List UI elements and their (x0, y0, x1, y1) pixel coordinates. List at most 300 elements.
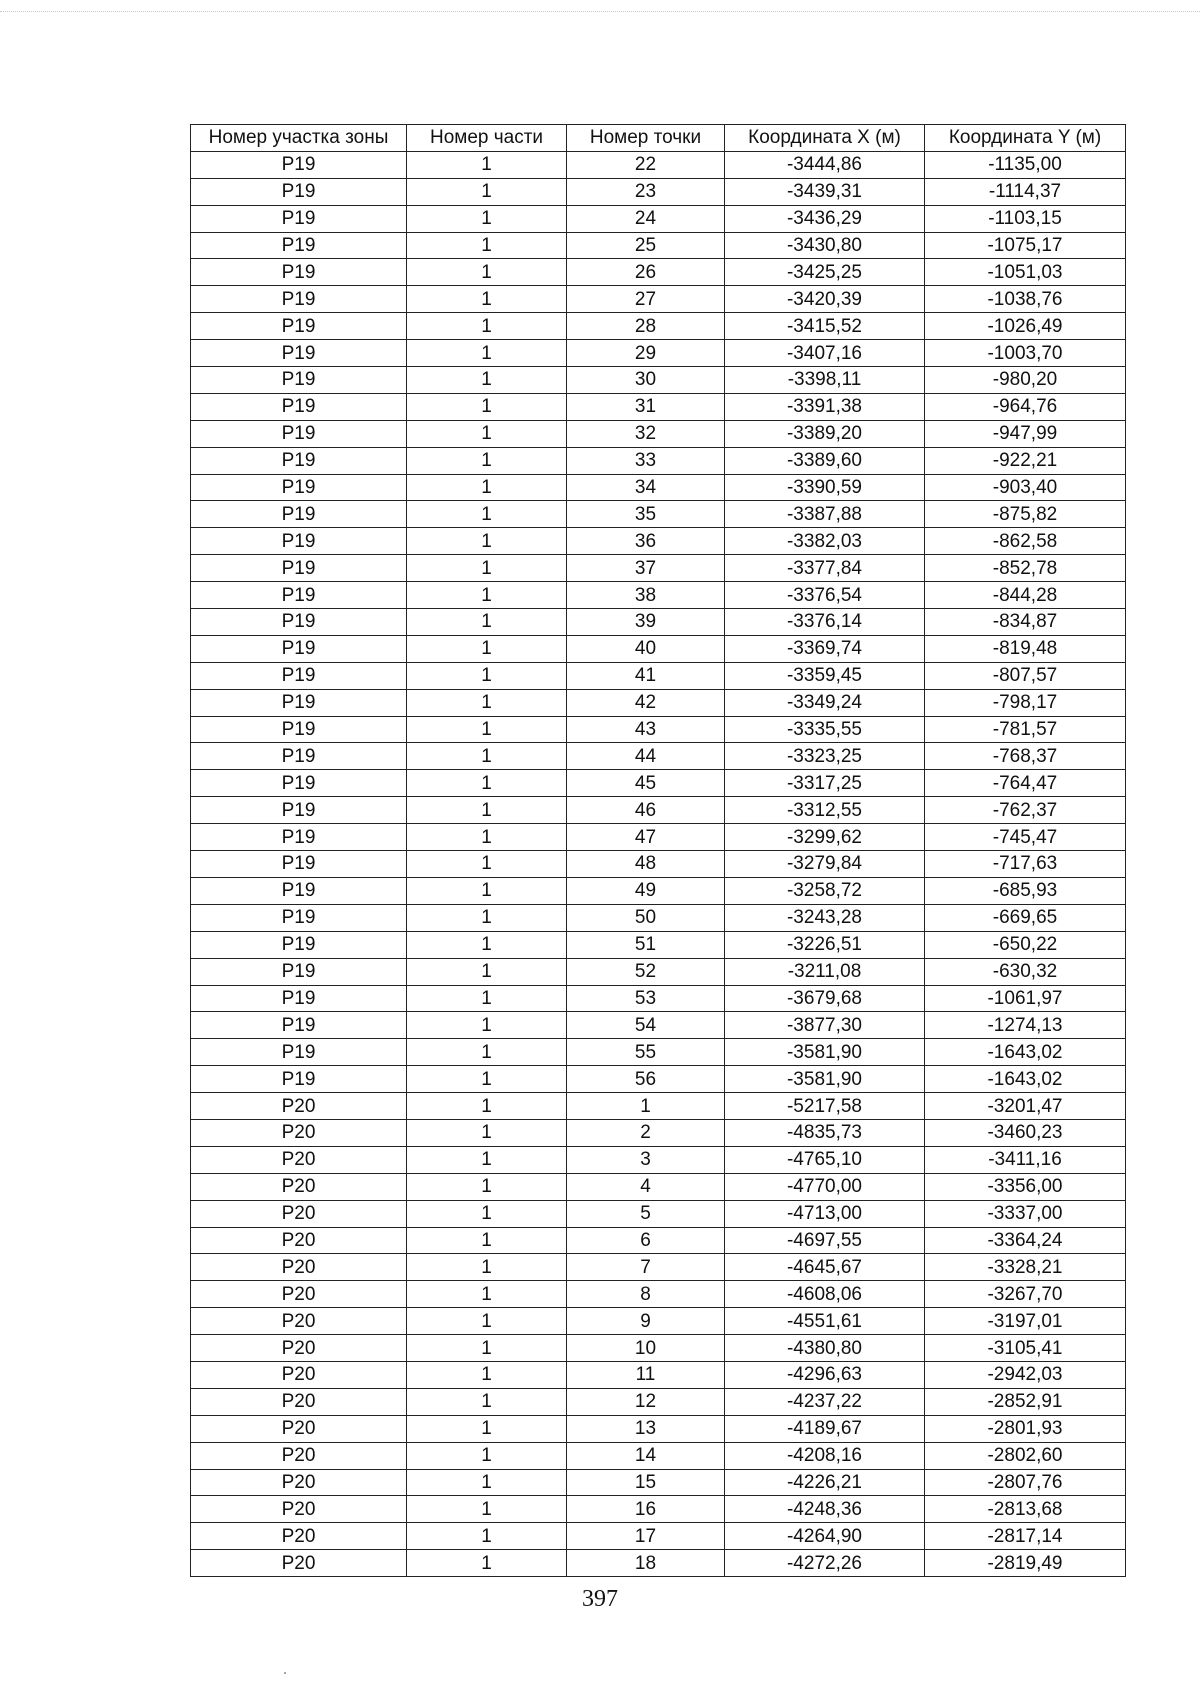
cell-point-number: 51 (567, 931, 725, 958)
cell-zone-section: Р19 (191, 528, 407, 555)
cell-point-number: 27 (567, 286, 725, 313)
cell-point-number: 12 (567, 1388, 725, 1415)
cell-coordinate-y: -2942,03 (925, 1361, 1126, 1388)
table-row (191, 286, 1126, 313)
cell-point-number: 52 (567, 958, 725, 985)
cell-zone-section: Р20 (191, 1523, 407, 1550)
cell-coordinate-y: -764,47 (925, 770, 1126, 797)
table-row (191, 1227, 1126, 1254)
cell-coordinate-x: -4208,16 (725, 1442, 925, 1469)
table-row (191, 1119, 1126, 1146)
table-row (191, 528, 1126, 555)
cell-coordinate-y: -1003,70 (925, 340, 1126, 367)
cell-zone-section: Р19 (191, 393, 407, 420)
cell-point-number: 24 (567, 205, 725, 232)
cell-coordinate-x: -3391,38 (725, 393, 925, 420)
cell-point-number: 38 (567, 582, 725, 609)
table-row (191, 367, 1126, 394)
cell-coordinate-y: -1114,37 (925, 178, 1126, 205)
table-row (191, 716, 1126, 743)
table-row (191, 662, 1126, 689)
table-row (191, 313, 1126, 340)
cell-part-number: 1 (407, 420, 567, 447)
cell-coordinate-y: -3337,00 (925, 1200, 1126, 1227)
cell-coordinate-y: -2807,76 (925, 1469, 1126, 1496)
cell-part-number: 1 (407, 528, 567, 555)
cell-coordinate-y: -834,87 (925, 609, 1126, 636)
table-row (191, 393, 1126, 420)
cell-zone-section: Р19 (191, 824, 407, 851)
scan-speck (284, 1672, 286, 1674)
cell-point-number: 56 (567, 1066, 725, 1093)
cell-zone-section: Р19 (191, 851, 407, 878)
cell-coordinate-x: -5217,58 (725, 1093, 925, 1120)
cell-part-number: 1 (407, 1388, 567, 1415)
cell-point-number: 1 (567, 1093, 725, 1120)
table-row (191, 1469, 1126, 1496)
cell-coordinate-y: -781,57 (925, 716, 1126, 743)
cell-coordinate-x: -3407,16 (725, 340, 925, 367)
cell-part-number: 1 (407, 770, 567, 797)
cell-zone-section: Р20 (191, 1281, 407, 1308)
cell-part-number: 1 (407, 689, 567, 716)
cell-point-number: 9 (567, 1308, 725, 1335)
cell-part-number: 1 (407, 1012, 567, 1039)
cell-point-number: 4 (567, 1173, 725, 1200)
header-part-number: Номер части (407, 125, 567, 152)
cell-part-number: 1 (407, 1173, 567, 1200)
table-row (191, 205, 1126, 232)
cell-coordinate-y: -3328,21 (925, 1254, 1126, 1281)
table-row (191, 1550, 1126, 1577)
table-row (191, 743, 1126, 770)
cell-coordinate-x: -3369,74 (725, 635, 925, 662)
cell-zone-section: Р19 (191, 931, 407, 958)
cell-zone-section: Р20 (191, 1496, 407, 1523)
cell-point-number: 33 (567, 447, 725, 474)
cell-zone-section: Р19 (191, 286, 407, 313)
cell-coordinate-x: -4765,10 (725, 1146, 925, 1173)
table-row (191, 1012, 1126, 1039)
cell-coordinate-y: -798,17 (925, 689, 1126, 716)
header-coordinate-y: Координата Y (м) (925, 125, 1126, 152)
cell-zone-section: Р20 (191, 1550, 407, 1577)
cell-coordinate-y: -1643,02 (925, 1039, 1126, 1066)
cell-coordinate-x: -3211,08 (725, 958, 925, 985)
cell-point-number: 7 (567, 1254, 725, 1281)
cell-coordinate-x: -4835,73 (725, 1119, 925, 1146)
cell-coordinate-x: -3581,90 (725, 1066, 925, 1093)
cell-part-number: 1 (407, 931, 567, 958)
cell-coordinate-y: -717,63 (925, 851, 1126, 878)
cell-zone-section: Р20 (191, 1146, 407, 1173)
cell-part-number: 1 (407, 1227, 567, 1254)
cell-point-number: 30 (567, 367, 725, 394)
table-row (191, 1335, 1126, 1362)
table-row (191, 1200, 1126, 1227)
cell-coordinate-x: -4380,80 (725, 1335, 925, 1362)
cell-coordinate-x: -4272,26 (725, 1550, 925, 1577)
cell-zone-section: Р19 (191, 609, 407, 636)
cell-point-number: 18 (567, 1550, 725, 1577)
cell-coordinate-x: -4770,00 (725, 1173, 925, 1200)
cell-part-number: 1 (407, 824, 567, 851)
cell-zone-section: Р20 (191, 1119, 407, 1146)
cell-part-number: 1 (407, 904, 567, 931)
table-row (191, 259, 1126, 286)
cell-coordinate-x: -3382,03 (725, 528, 925, 555)
cell-coordinate-y: -1038,76 (925, 286, 1126, 313)
cell-coordinate-y: -1643,02 (925, 1066, 1126, 1093)
cell-part-number: 1 (407, 1119, 567, 1146)
cell-coordinate-x: -4713,00 (725, 1200, 925, 1227)
cell-coordinate-x: -3376,14 (725, 609, 925, 636)
cell-coordinate-y: -2852,91 (925, 1388, 1126, 1415)
cell-coordinate-y: -1061,97 (925, 985, 1126, 1012)
cell-zone-section: Р19 (191, 877, 407, 904)
cell-part-number: 1 (407, 393, 567, 420)
table-row (191, 555, 1126, 582)
cell-part-number: 1 (407, 178, 567, 205)
cell-zone-section: Р19 (191, 178, 407, 205)
cell-part-number: 1 (407, 1361, 567, 1388)
cell-point-number: 29 (567, 340, 725, 367)
cell-point-number: 48 (567, 851, 725, 878)
cell-part-number: 1 (407, 582, 567, 609)
cell-zone-section: Р20 (191, 1361, 407, 1388)
cell-coordinate-y: -1103,15 (925, 205, 1126, 232)
cell-zone-section: Р19 (191, 420, 407, 447)
cell-part-number: 1 (407, 1093, 567, 1120)
cell-coordinate-x: -3387,88 (725, 501, 925, 528)
table-row (191, 1173, 1126, 1200)
cell-coordinate-x: -4551,61 (725, 1308, 925, 1335)
cell-coordinate-y: -685,93 (925, 877, 1126, 904)
cell-part-number: 1 (407, 716, 567, 743)
cell-part-number: 1 (407, 1146, 567, 1173)
cell-zone-section: Р19 (191, 716, 407, 743)
cell-part-number: 1 (407, 501, 567, 528)
cell-coordinate-x: -4608,06 (725, 1281, 925, 1308)
table-row (191, 824, 1126, 851)
cell-coordinate-x: -3679,68 (725, 985, 925, 1012)
header-coordinate-x: Координата X (м) (725, 125, 925, 152)
cell-zone-section: Р20 (191, 1335, 407, 1362)
cell-zone-section: Р19 (191, 151, 407, 178)
cell-coordinate-y: -964,76 (925, 393, 1126, 420)
cell-coordinate-x: -3377,84 (725, 555, 925, 582)
cell-coordinate-x: -4237,22 (725, 1388, 925, 1415)
cell-coordinate-x: -3390,59 (725, 474, 925, 501)
cell-point-number: 14 (567, 1442, 725, 1469)
cell-zone-section: Р20 (191, 1227, 407, 1254)
page-number: 397 (582, 1586, 618, 1612)
cell-part-number: 1 (407, 1254, 567, 1281)
cell-point-number: 13 (567, 1415, 725, 1442)
cell-part-number: 1 (407, 1308, 567, 1335)
cell-zone-section: Р20 (191, 1415, 407, 1442)
cell-coordinate-x: -3317,25 (725, 770, 925, 797)
cell-part-number: 1 (407, 1066, 567, 1093)
cell-coordinate-y: -2817,14 (925, 1523, 1126, 1550)
table-row (191, 958, 1126, 985)
cell-coordinate-x: -4645,67 (725, 1254, 925, 1281)
cell-zone-section: Р20 (191, 1200, 407, 1227)
cell-part-number: 1 (407, 877, 567, 904)
cell-point-number: 53 (567, 985, 725, 1012)
cell-zone-section: Р19 (191, 662, 407, 689)
cell-coordinate-y: -980,20 (925, 367, 1126, 394)
cell-coordinate-x: -4226,21 (725, 1469, 925, 1496)
table-row (191, 904, 1126, 931)
cell-coordinate-y: -807,57 (925, 662, 1126, 689)
cell-zone-section: Р19 (191, 367, 407, 394)
table-row (191, 447, 1126, 474)
table-row (191, 985, 1126, 1012)
cell-part-number: 1 (407, 1496, 567, 1523)
cell-part-number: 1 (407, 1281, 567, 1308)
cell-point-number: 46 (567, 797, 725, 824)
table-row (191, 1146, 1126, 1173)
cell-part-number: 1 (407, 151, 567, 178)
cell-part-number: 1 (407, 232, 567, 259)
cell-coordinate-y: -768,37 (925, 743, 1126, 770)
cell-point-number: 55 (567, 1039, 725, 1066)
cell-part-number: 1 (407, 1550, 567, 1577)
cell-coordinate-x: -3349,24 (725, 689, 925, 716)
table-row (191, 151, 1126, 178)
cell-coordinate-y: -3411,16 (925, 1146, 1126, 1173)
cell-coordinate-y: -3105,41 (925, 1335, 1126, 1362)
cell-point-number: 36 (567, 528, 725, 555)
cell-part-number: 1 (407, 797, 567, 824)
cell-point-number: 39 (567, 609, 725, 636)
cell-zone-section: Р19 (191, 1012, 407, 1039)
cell-zone-section: Р19 (191, 474, 407, 501)
cell-point-number: 32 (567, 420, 725, 447)
cell-part-number: 1 (407, 985, 567, 1012)
cell-point-number: 10 (567, 1335, 725, 1362)
cell-point-number: 34 (567, 474, 725, 501)
table-row (191, 1496, 1126, 1523)
cell-coordinate-y: -650,22 (925, 931, 1126, 958)
cell-zone-section: Р19 (191, 770, 407, 797)
cell-point-number: 26 (567, 259, 725, 286)
table-row (191, 931, 1126, 958)
cell-part-number: 1 (407, 1200, 567, 1227)
cell-part-number: 1 (407, 609, 567, 636)
table-row (191, 340, 1126, 367)
table-row (191, 178, 1126, 205)
table-row (191, 635, 1126, 662)
cell-coordinate-x: -3299,62 (725, 824, 925, 851)
cell-coordinate-x: -3258,72 (725, 877, 925, 904)
cell-coordinate-y: -819,48 (925, 635, 1126, 662)
table-row (191, 1281, 1126, 1308)
cell-point-number: 25 (567, 232, 725, 259)
cell-zone-section: Р19 (191, 555, 407, 582)
scan-edge-line (0, 11, 1200, 12)
header-point-number: Номер точки (567, 125, 725, 152)
cell-point-number: 3 (567, 1146, 725, 1173)
cell-zone-section: Р19 (191, 958, 407, 985)
cell-coordinate-y: -922,21 (925, 447, 1126, 474)
cell-part-number: 1 (407, 367, 567, 394)
table-row (191, 689, 1126, 716)
cell-coordinate-x: -3312,55 (725, 797, 925, 824)
cell-point-number: 15 (567, 1469, 725, 1496)
cell-coordinate-x: -3425,25 (725, 259, 925, 286)
cell-zone-section: Р19 (191, 904, 407, 931)
table-row (191, 877, 1126, 904)
cell-part-number: 1 (407, 447, 567, 474)
cell-coordinate-y: -762,37 (925, 797, 1126, 824)
cell-zone-section: Р19 (191, 582, 407, 609)
table-row (191, 797, 1126, 824)
cell-part-number: 1 (407, 286, 567, 313)
cell-point-number: 35 (567, 501, 725, 528)
cell-zone-section: Р19 (191, 689, 407, 716)
table-row (191, 1093, 1126, 1120)
cell-part-number: 1 (407, 851, 567, 878)
cell-coordinate-x: -3581,90 (725, 1039, 925, 1066)
cell-zone-section: Р20 (191, 1093, 407, 1120)
cell-part-number: 1 (407, 555, 567, 582)
cell-coordinate-y: -2802,60 (925, 1442, 1126, 1469)
cell-zone-section: Р19 (191, 501, 407, 528)
cell-point-number: 49 (567, 877, 725, 904)
cell-part-number: 1 (407, 340, 567, 367)
cell-point-number: 23 (567, 178, 725, 205)
table-row (191, 420, 1126, 447)
cell-zone-section: Р19 (191, 313, 407, 340)
cell-coordinate-y: -3356,00 (925, 1173, 1126, 1200)
cell-point-number: 17 (567, 1523, 725, 1550)
cell-part-number: 1 (407, 1415, 567, 1442)
cell-coordinate-y: -3364,24 (925, 1227, 1126, 1254)
cell-point-number: 37 (567, 555, 725, 582)
cell-zone-section: Р20 (191, 1173, 407, 1200)
cell-part-number: 1 (407, 1469, 567, 1496)
cell-coordinate-y: -1274,13 (925, 1012, 1126, 1039)
cell-zone-section: Р19 (191, 1066, 407, 1093)
table-row (191, 474, 1126, 501)
table-row (191, 1523, 1126, 1550)
cell-coordinate-y: -862,58 (925, 528, 1126, 555)
cell-part-number: 1 (407, 1523, 567, 1550)
cell-point-number: 28 (567, 313, 725, 340)
table-row (191, 501, 1126, 528)
cell-coordinate-y: -3267,70 (925, 1281, 1126, 1308)
cell-zone-section: Р20 (191, 1442, 407, 1469)
cell-coordinate-y: -3460,23 (925, 1119, 1126, 1146)
table-row (191, 851, 1126, 878)
cell-coordinate-x: -3420,39 (725, 286, 925, 313)
cell-coordinate-y: -2819,49 (925, 1550, 1126, 1577)
cell-coordinate-y: -1075,17 (925, 232, 1126, 259)
cell-coordinate-y: -1051,03 (925, 259, 1126, 286)
cell-point-number: 40 (567, 635, 725, 662)
coordinates-table (190, 124, 1126, 1577)
table-row (191, 1388, 1126, 1415)
cell-part-number: 1 (407, 313, 567, 340)
cell-point-number: 2 (567, 1119, 725, 1146)
cell-zone-section: Р19 (191, 1039, 407, 1066)
cell-coordinate-x: -3389,60 (725, 447, 925, 474)
cell-zone-section: Р19 (191, 635, 407, 662)
cell-point-number: 16 (567, 1496, 725, 1523)
cell-part-number: 1 (407, 1039, 567, 1066)
cell-coordinate-x: -3415,52 (725, 313, 925, 340)
table-row (191, 1066, 1126, 1093)
table-row (191, 232, 1126, 259)
cell-coordinate-x: -3359,45 (725, 662, 925, 689)
cell-coordinate-x: -4248,36 (725, 1496, 925, 1523)
cell-coordinate-x: -3389,20 (725, 420, 925, 447)
cell-coordinate-y: -3201,47 (925, 1093, 1126, 1120)
cell-point-number: 43 (567, 716, 725, 743)
table-row (191, 609, 1126, 636)
cell-zone-section: Р20 (191, 1254, 407, 1281)
cell-part-number: 1 (407, 259, 567, 286)
cell-coordinate-y: -630,32 (925, 958, 1126, 985)
cell-point-number: 47 (567, 824, 725, 851)
table-row (191, 1039, 1126, 1066)
cell-zone-section: Р20 (191, 1388, 407, 1415)
cell-part-number: 1 (407, 743, 567, 770)
table-row (191, 1415, 1126, 1442)
cell-coordinate-x: -3439,31 (725, 178, 925, 205)
cell-coordinate-y: -2801,93 (925, 1415, 1126, 1442)
cell-zone-section: Р20 (191, 1308, 407, 1335)
table-row (191, 770, 1126, 797)
cell-part-number: 1 (407, 958, 567, 985)
table-row (191, 1254, 1126, 1281)
cell-coordinate-y: -2813,68 (925, 1496, 1126, 1523)
cell-coordinate-x: -3243,28 (725, 904, 925, 931)
cell-point-number: 54 (567, 1012, 725, 1039)
table-body (191, 151, 1126, 1576)
cell-part-number: 1 (407, 205, 567, 232)
cell-coordinate-x: -4189,67 (725, 1415, 925, 1442)
cell-coordinate-y: -875,82 (925, 501, 1126, 528)
cell-point-number: 41 (567, 662, 725, 689)
cell-part-number: 1 (407, 1442, 567, 1469)
cell-part-number: 1 (407, 1335, 567, 1362)
cell-coordinate-x: -3398,11 (725, 367, 925, 394)
cell-part-number: 1 (407, 474, 567, 501)
cell-point-number: 8 (567, 1281, 725, 1308)
cell-zone-section: Р20 (191, 1469, 407, 1496)
cell-coordinate-x: -4697,55 (725, 1227, 925, 1254)
cell-point-number: 11 (567, 1361, 725, 1388)
cell-part-number: 1 (407, 662, 567, 689)
cell-coordinate-y: -3197,01 (925, 1308, 1126, 1335)
cell-coordinate-x: -3335,55 (725, 716, 925, 743)
cell-coordinate-y: -947,99 (925, 420, 1126, 447)
cell-coordinate-y: -1026,49 (925, 313, 1126, 340)
cell-coordinate-y: -745,47 (925, 824, 1126, 851)
cell-coordinate-x: -3279,84 (725, 851, 925, 878)
cell-coordinate-x: -3444,86 (725, 151, 925, 178)
cell-zone-section: Р19 (191, 259, 407, 286)
cell-coordinate-y: -1135,00 (925, 151, 1126, 178)
table-row (191, 582, 1126, 609)
cell-coordinate-x: -3436,29 (725, 205, 925, 232)
cell-zone-section: Р19 (191, 340, 407, 367)
cell-coordinate-y: -669,65 (925, 904, 1126, 931)
table-row (191, 1361, 1126, 1388)
